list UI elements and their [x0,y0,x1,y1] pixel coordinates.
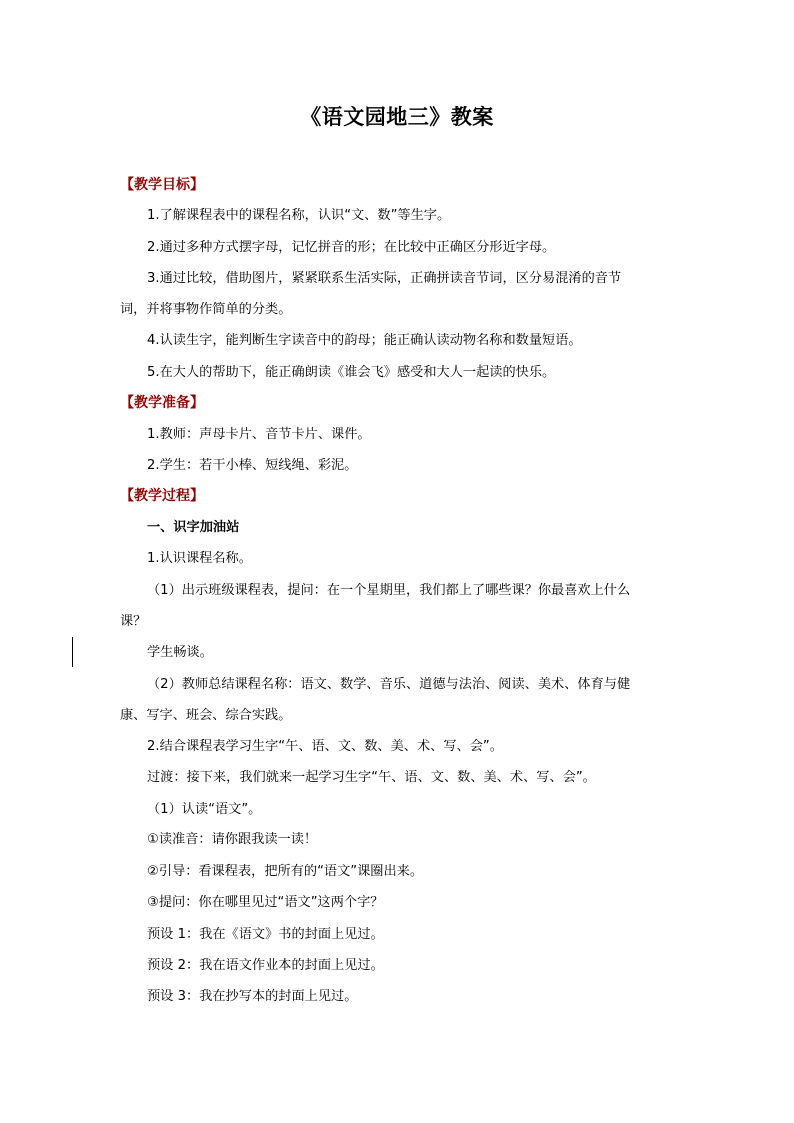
process-line: 预设 1：我在《语文》书的封面上见过。 [147,927,384,942]
process-line: ②引导：看课程表，把所有的“语文”课圈出来。 [147,864,424,879]
process-line-continued: 课？ [120,614,147,629]
prep-item: 1.教师：声母卡片、音节卡片、课件。 [147,427,371,442]
process-line: 2.结合课程表学习生字“午、语、文、数、美、术、写、会”。 [147,739,503,754]
section-heading-goals: 【教学目标】 [120,177,204,193]
process-line: 学生畅谈。 [147,645,213,660]
process-line: （1）出示班级课程表，提问：在一个星期里，我们都上了哪些课？你最喜欢上什么 [147,583,631,598]
goal-item: 3.通过比较，借助图片，紧紧联系生活实际，正确拼读音节词，区分易混淆的音节 [147,271,622,286]
process-subheading: 一、识字加油站 [147,520,240,535]
process-line: （1）认读“语文”。 [147,802,262,817]
process-line: ①读准音：请你跟我读一读！ [147,832,318,847]
process-line: （2）教师总结课程名称：语文、数学、音乐、道德与法治、阅读、美术、体育与健 [147,677,631,692]
goal-item: 2.通过多种方式摆字母，记忆拼音的形；在比较中正确区分形近字母。 [147,240,556,255]
process-line: 预设 3：我在抄写本的封面上见过。 [147,989,358,1004]
document-title: 《语文园地三》教案 [300,104,494,129]
section-heading-process: 【教学过程】 [120,488,204,504]
prep-item: 2.学生：若干小棒、短线绳、彩泥。 [147,458,358,473]
process-line: ③提问：你在哪里见过“语文”这两个字？ [147,895,384,910]
process-line: 预设 2：我在语文作业本的封面上见过。 [147,958,384,973]
section-heading-prep: 【教学准备】 [120,395,204,411]
goal-item: 1.了解课程表中的课程名称，认识“文、数”等生字。 [147,208,451,223]
text-cursor-bar [72,637,73,667]
process-line-continued: 康、写字、班会、综合实践。 [120,708,292,723]
process-line: 过渡：接下来，我们就来一起学习生字“午、语、文、数、美、术、写、会”。 [147,770,596,785]
goal-item: 5.在大人的帮助下，能正确朗读《谁会飞》感受和大人一起读的快乐。 [147,365,556,380]
process-line: 1.认识课程名称。 [147,551,252,566]
goal-item: 4.认读生字，能判断生字读音中的韵母；能正确认读动物名称和数量短语。 [147,333,582,348]
goal-item-continued: 词，并将事物作简单的分类。 [120,302,292,317]
